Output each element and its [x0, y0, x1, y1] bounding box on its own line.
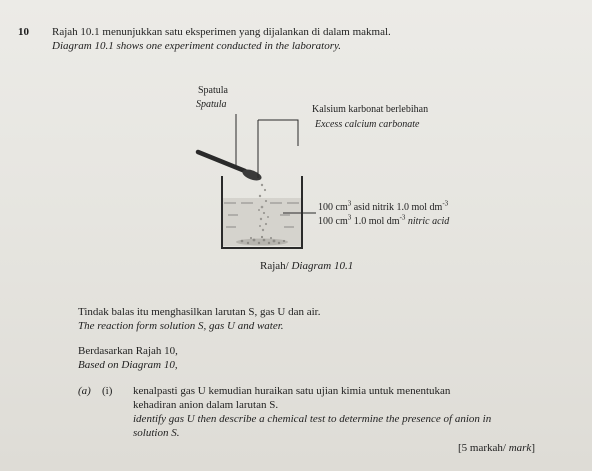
- label-spatula-english: Spatula: [196, 99, 227, 110]
- question-english-line1: identify gas U then describe a chemical test to determine the presence of anion in: [133, 413, 492, 425]
- question-english-line2: solution S.: [133, 427, 180, 439]
- label-carbonate-malay: Kalsium karbonat berlebihan: [312, 104, 429, 115]
- reaction-english: The reaction form solution S, gas U and water.: [78, 320, 284, 332]
- label-acid-malay: 100 $cm^3$ asid nitrik 1.0 mol $dm^{-3}$: [318, 199, 449, 213]
- label-spatula-malay: Spatula: [198, 85, 228, 96]
- diagram-caption: Rajah/ Diagram 10.1: [260, 260, 354, 272]
- part-label: (a): [78, 385, 91, 397]
- reaction-malay: Tindak balas itu menghasilkan larutan S, gas U dan air.: [78, 306, 321, 318]
- intro-english: Diagram 10.1 shows one experiment conducted in the laboratory.: [52, 40, 342, 52]
- marks-allocation: [5 markah/ mark]: [458, 442, 535, 454]
- based-on-malay: Berdasarkan Rajah 10,: [78, 345, 178, 357]
- spatula-handle: [198, 152, 245, 171]
- label-acid-english: 100 $cm^3$ 1.0 mol $dm^{-3}$ nitric acid: [318, 213, 450, 227]
- based-on-english: Based on Diagram 10,: [78, 359, 178, 371]
- question-malay-line2: kehadiran anion dalam larutan S.: [133, 399, 279, 411]
- subpart-label: (i): [102, 385, 113, 397]
- intro-malay: Rajah 10.1 menunjukkan satu eksperimen yang dijalankan di dalam makmal.: [52, 26, 391, 38]
- question-number: 10: [18, 26, 29, 38]
- question-malay-line1: kenalpasti gas U kemudian huraikan satu ujian kimia untuk menentukan: [133, 385, 451, 397]
- carbonate-label-line: [258, 120, 298, 146]
- label-carbonate-english: Excess calcium carbonate: [315, 119, 420, 130]
